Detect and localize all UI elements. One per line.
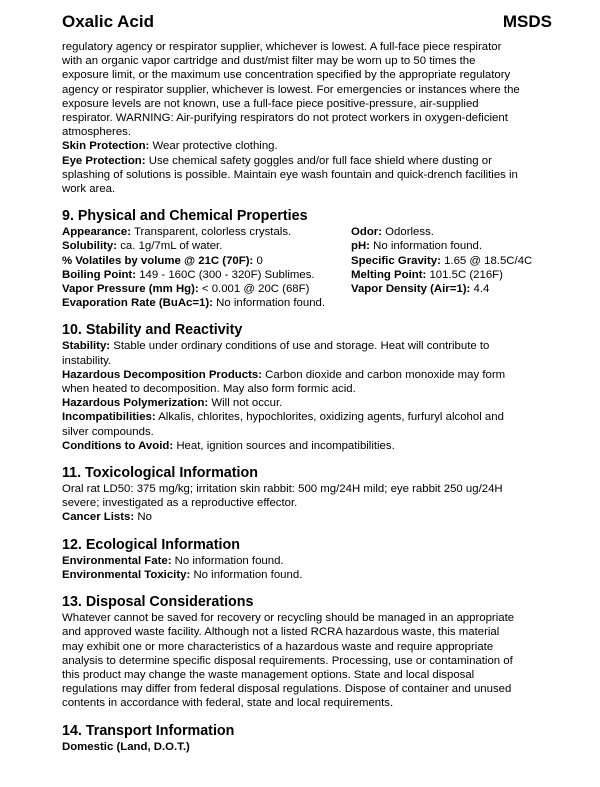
field-value: Wear protective clothing. xyxy=(149,140,278,153)
text-line: splashing of solutions is possible. Maintain eye wash fountain and quick-drench facilities in xyxy=(62,168,518,181)
section-11-heading: 11. Toxicological Information xyxy=(62,465,258,482)
text-line: severe; investigated as a reproductive effector. xyxy=(62,497,298,510)
section-10-heading: 10. Stability and Reactivity xyxy=(62,322,243,339)
boiling-point: Boiling Point: 149 - 160C (300 - 320F) Sublimes. xyxy=(62,268,315,281)
ph: pH: No information found. xyxy=(351,240,483,253)
environmental-toxicity: Environmental Toxicity: No information found. xyxy=(62,568,303,581)
text-line: analysis to determine specific disposal requirements. Processing, use or contamination of xyxy=(62,654,513,667)
conditions-to-avoid: Conditions to Avoid: Heat, ignition sources and incompatibilities. xyxy=(62,439,395,452)
section-14-heading: 14. Transport Information xyxy=(62,722,235,739)
vapor-pressure: Vapor Pressure (mm Hg): < 0.001 @ 20C (68F) xyxy=(62,283,310,296)
text-line: may exhibit one or more characteristics of a hazardous waste and require appropriate xyxy=(62,640,494,653)
text-line: exposure limit, or the maximum use concentration specified by the appropriate regulatory xyxy=(62,69,511,82)
section-9-heading: 9. Physical and Chemical Properties xyxy=(62,208,308,225)
text-line: this product may change the waste management options. State and local disposal xyxy=(62,668,475,681)
polymerization: Hazardous Polymerization: Will not occur. xyxy=(62,397,283,410)
odor: Odor: Odorless. xyxy=(351,226,434,239)
section-12-heading: 12. Ecological Information xyxy=(62,536,240,553)
text-line: and approved waste facility. Although not a listed RCRA hazardous waste, this material xyxy=(62,626,500,639)
disposal-paragraph xyxy=(62,611,582,710)
field-value: Use chemical safety goggles and/or full face shield where dusting or xyxy=(145,154,492,167)
respirator-paragraph xyxy=(62,40,582,139)
section-13-heading: 13. Disposal Considerations xyxy=(62,594,254,611)
melting-point: Melting Point: 101.5C (216F) xyxy=(351,268,503,281)
text-line: Oral rat LD50: 375 mg/kg; irritation skin rabbit: 500 mg/24H mild; eye rabbit 250 ug/24H xyxy=(62,483,503,496)
decomposition-products: Hazardous Decomposition Products: Carbon dioxide and carbon monoxide may form xyxy=(62,368,506,381)
solubility: Solubility: ca. 1g/7mL of water. xyxy=(62,240,223,253)
text-line: with an organic vapor cartridge and dust/mist filter may be worn up to 50 times the xyxy=(62,55,476,68)
eye-protection xyxy=(62,154,582,168)
appearance: Appearance: Transparent, colorless crystals. xyxy=(62,226,292,239)
text-line: respirator. WARNING: Air-purifying respirators do not protect workers in oxygen-deficient xyxy=(62,112,508,125)
incompatibilities: Incompatibilities: Alkalis, chlorites, hypochlorites, oxidizing agents, furfuryl alcohol and xyxy=(62,411,504,424)
skin-protection xyxy=(62,139,582,153)
text-line: contents in accordance with federal, state and local requirements. xyxy=(62,697,394,710)
volatiles: % Volatiles by volume @ 21C (70F): 0 xyxy=(62,254,263,267)
text-line: atmospheres. xyxy=(62,126,132,139)
msds-page xyxy=(62,12,582,754)
text-line: instability. xyxy=(62,354,112,367)
field-label: Skin Protection: xyxy=(62,140,150,153)
text-line: work area. xyxy=(62,183,116,196)
text-line: regulatory agency or respirator supplier, whichever is lowest. A full-face piece respirator xyxy=(62,41,502,53)
evaporation-rate: Evaporation Rate (BuAc=1): No information found. xyxy=(62,297,326,310)
text-line: when heated to decomposition. May also form formic acid. xyxy=(62,383,356,396)
text-line: Whatever cannot be saved for recovery or recycling should be managed in an appropriate xyxy=(62,612,515,625)
properties-grid xyxy=(62,225,582,310)
document-type: MSDS xyxy=(502,12,552,31)
environmental-fate: Environmental Fate: No information found. xyxy=(62,554,284,567)
cancer-lists: Cancer Lists: No xyxy=(62,511,152,524)
specific-gravity: Specific Gravity: 1.65 @ 18.5C/4C xyxy=(351,254,533,267)
text-line: exposure levels are not known, use a full-face piece positive-pressure, air-supplied xyxy=(62,97,479,110)
text-line: agency or respirator supplier, whichever is lowest. For emergencies or instances where the xyxy=(62,83,520,96)
text-line: regulations may differ from federal disposal regulations. Dispose of container and unused xyxy=(62,683,512,696)
document-title: Oxalic Acid xyxy=(62,12,154,31)
document-header xyxy=(62,12,582,40)
field-label: Eye Protection: xyxy=(62,154,146,167)
text-line: silver compounds. xyxy=(62,425,154,438)
domestic-transport-label: Domestic (Land, D.O.T.) xyxy=(62,740,190,753)
stability: Stability: Stable under ordinary conditions of use and storage. Heat will contribute to xyxy=(62,340,490,353)
vapor-density: Vapor Density (Air=1): 4.4 xyxy=(351,283,490,296)
